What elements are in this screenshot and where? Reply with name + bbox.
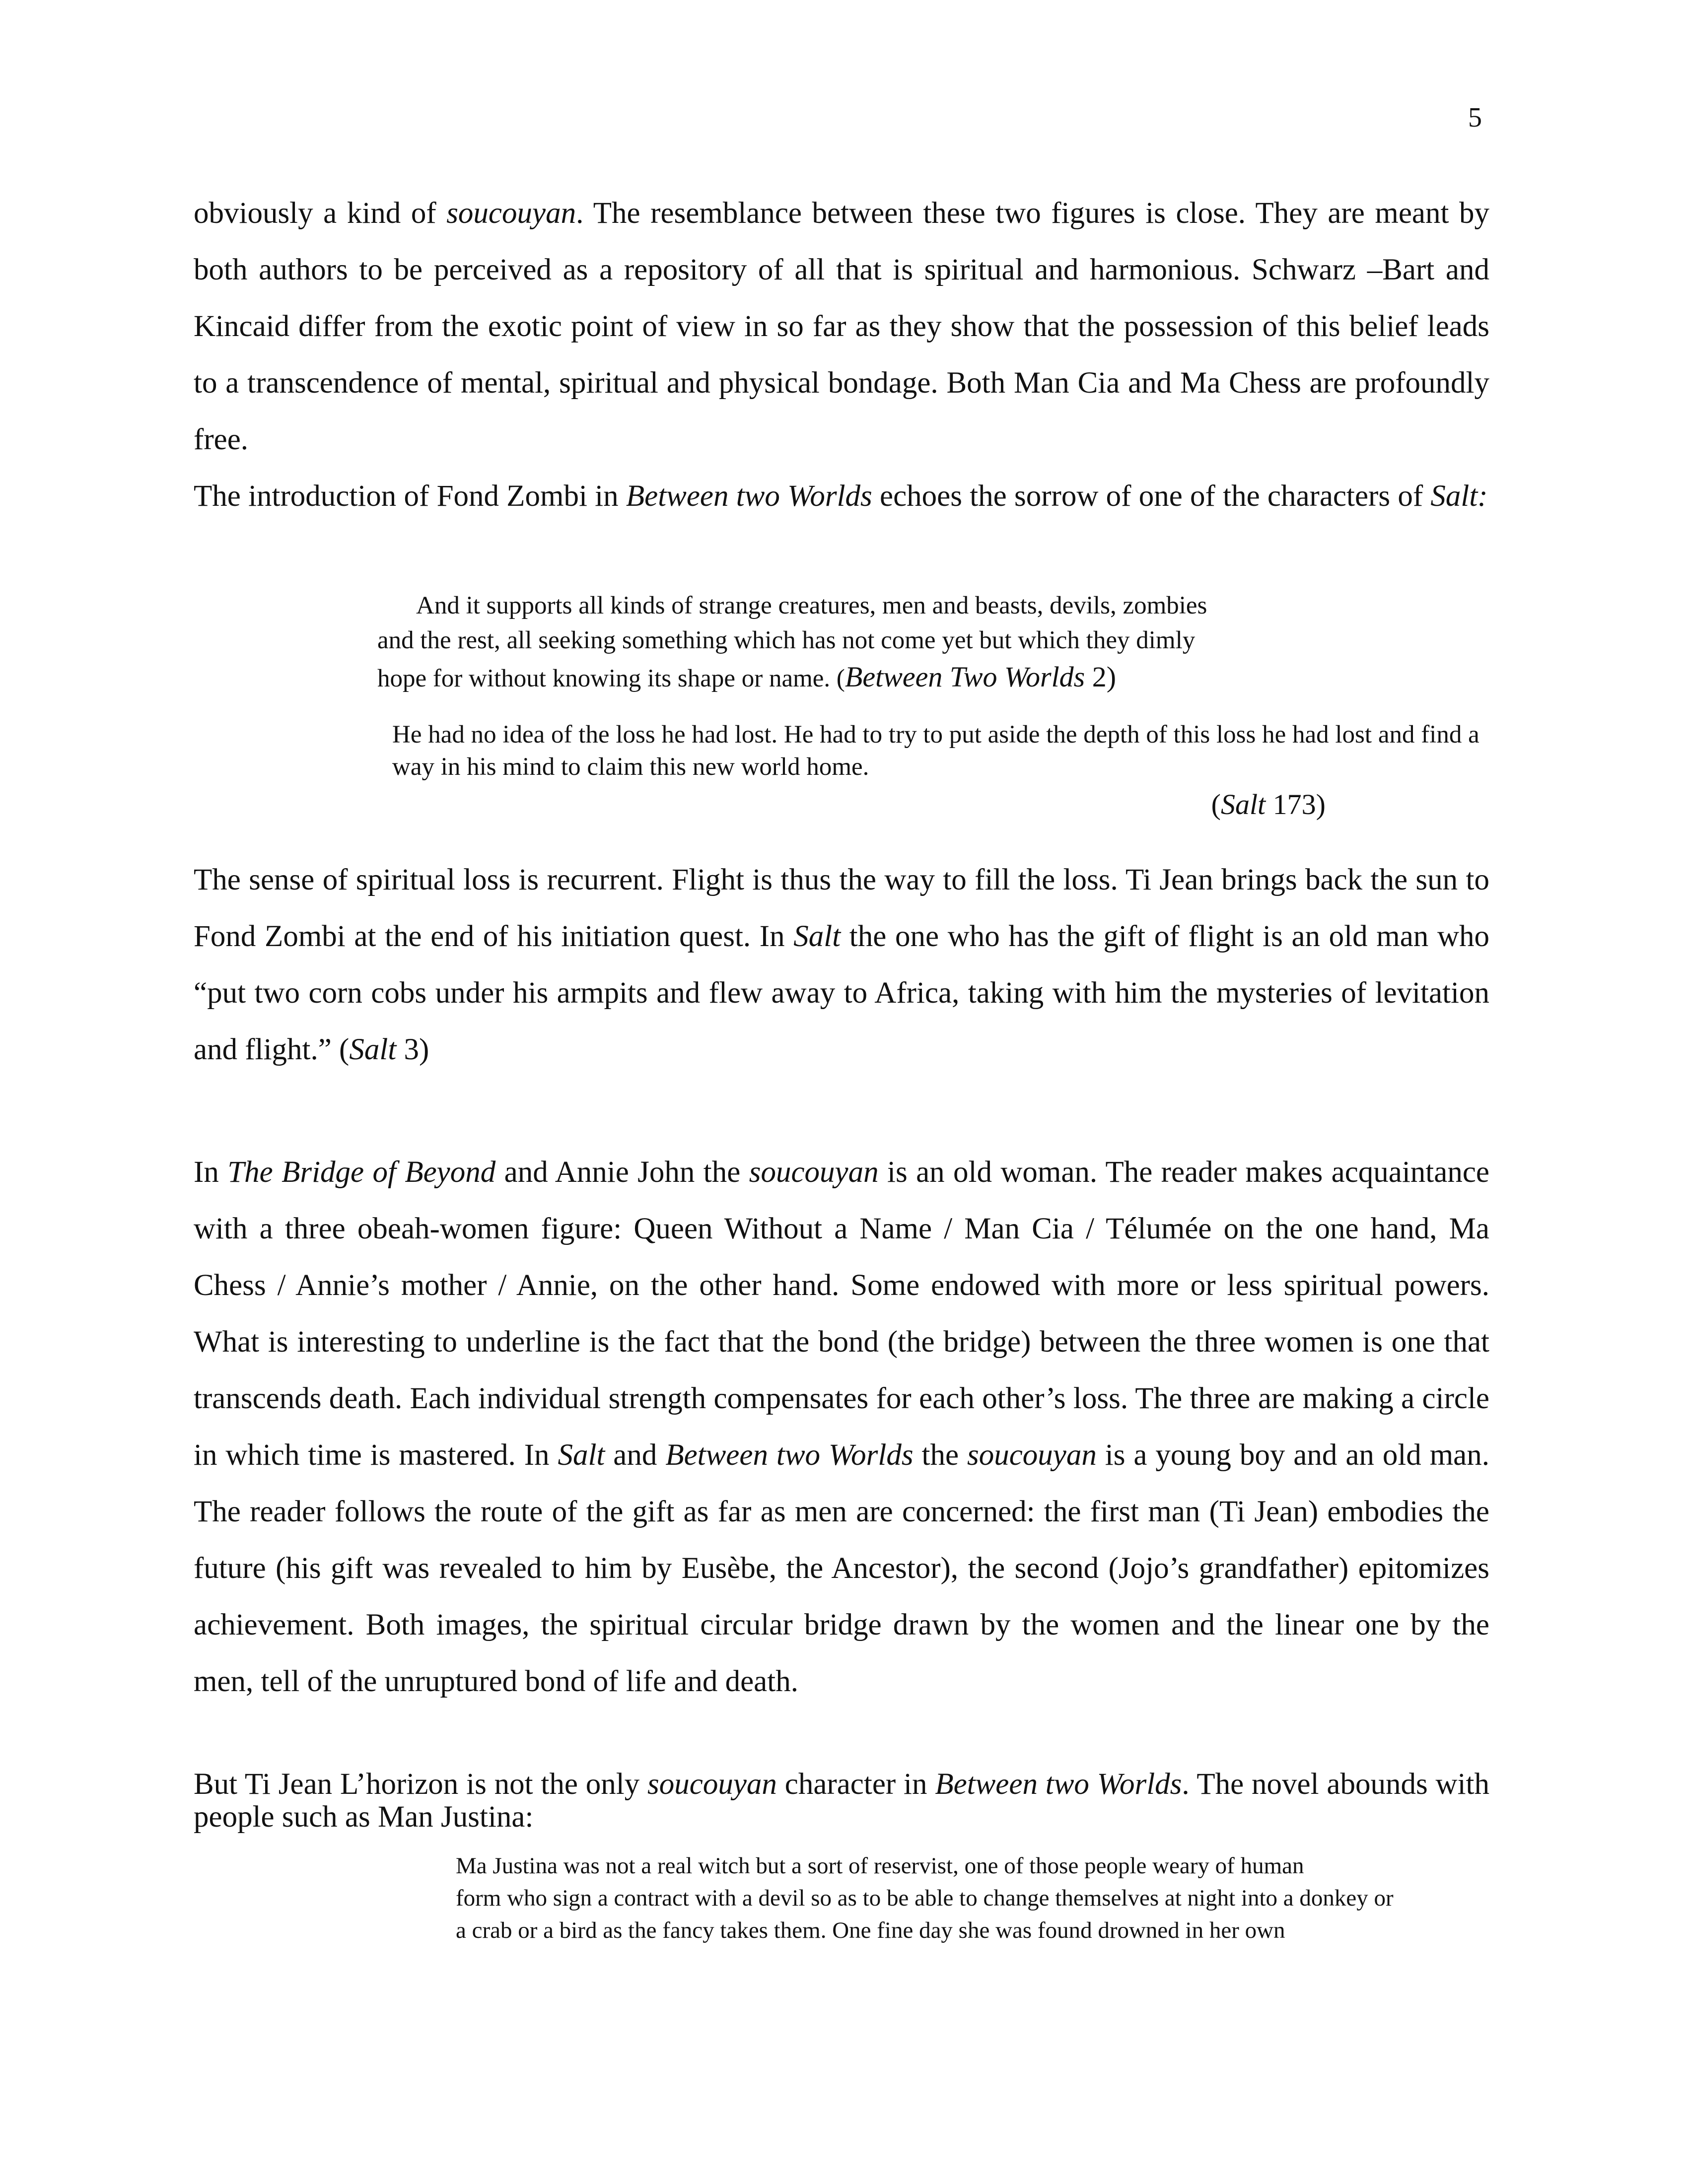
text-run: 2) (1085, 661, 1117, 693)
italic-title: The Bridge of Beyond (227, 1156, 496, 1189)
quote-line: form who sign a contract with a devil so as to be able to change themselves at night into a donkey or (456, 1885, 1394, 1911)
italic-title: Between Two Worlds (844, 661, 1085, 693)
italic-title: Salt (793, 920, 841, 953)
quote-line: And it supports all kinds of strange creatures, men and beasts, devils, zombies (416, 592, 1207, 619)
text-run: is an old woman. The reader makes acquaintance with a three obeah-women figure: Queen Without a Name / Man Cia / Télumée on the one hand, Ma Chess / Annie’s mother / Annie, on the other hand. Some endowed with more or less spiritual powers. What is interesting to underline is the fact that the bond (the bridge) between the three women is one that transcends death. Each individual strength compensates for each other’s loss. The three are making a circle in which time is mastered. In (194, 1156, 1489, 1472)
paragraph-man-justina (194, 1768, 1489, 1834)
paragraph-bridge-of-beyond (194, 1144, 1489, 1710)
paragraph-fond-zombi-intro (194, 468, 1489, 525)
text-run: obviously a kind of (194, 197, 447, 230)
italic-title: Salt (558, 1438, 605, 1472)
text-run: 3) (396, 1033, 429, 1066)
italic-title: Salt (1220, 788, 1266, 820)
italic-term: soucouyan (749, 1156, 879, 1189)
italic-title: Salt: (1430, 479, 1488, 513)
text-run: the (913, 1438, 967, 1472)
text-run: ( (1211, 788, 1221, 820)
block-quote-salt (392, 719, 1499, 820)
quote-line: and the rest, all seeking something which has not come yet but which they dimly (377, 626, 1196, 654)
text-run: The sense of spiritual loss is recurrent. Flight is thus the way to fill the loss. Ti Jean brings back the sun to Fond Zombi at the end of his initiation quest. In (194, 863, 1489, 953)
text-run: echoes the sorrow of one of the characters of (872, 479, 1431, 513)
italic-title: Salt (349, 1033, 397, 1066)
italic-term: soucouyan (647, 1768, 777, 1801)
text-run: and (605, 1438, 666, 1472)
text-run: and Annie John the (495, 1156, 749, 1189)
block-quote-man-justina (456, 1850, 1478, 1947)
italic-title: Between two Worlds (665, 1438, 914, 1472)
paragraph-soucouyan-resemblance (194, 185, 1489, 468)
block-quote-between-two-worlds (377, 588, 1271, 696)
text-run: The introduction of Fond Zombi in (194, 479, 626, 513)
quote-text: He had no idea of the loss he had lost. He had to try to put aside the depth of this loss he had lost and find a way in his mind to claim this new world home. (392, 721, 1479, 781)
text-run: the one who has the gift of flight is an old man who “put two corn cobs under his armpits and flew away to Africa, taking with him the mysteries of levitation and flight.” ( (194, 920, 1489, 1066)
italic-title: Between two Worlds (935, 1768, 1182, 1801)
page-number: 5 (1468, 102, 1482, 133)
quote-line: Ma Justina was not a real witch but a sort of reservist, one of those people weary of human (456, 1853, 1304, 1879)
text-run: In (194, 1156, 228, 1189)
italic-title: Between two Worlds (626, 479, 872, 513)
italic-term: soucouyan (967, 1438, 1097, 1472)
text-run: . The novel abounds with people such as Man Justina: (194, 1768, 1489, 1834)
paragraph-spiritual-loss (194, 852, 1489, 1078)
text-run: But Ti Jean L’horizon is not the only (194, 1768, 648, 1801)
text-run: character in (776, 1768, 935, 1801)
text-run: 173) (1266, 788, 1326, 820)
text-run: . The resemblance between these two figures is close. They are meant by both authors to be perceived as a repository of all that is spiritual and harmonious. Schwarz –Bart and Kincaid differ from the exotic point of view in so far as they show that the possession of this belief leads to a transcendence of mental, spiritual and physical bondage. Both Man Cia and Ma Chess are profoundly free. (194, 197, 1489, 456)
italic-term: soucouyan (446, 197, 576, 230)
quote-line: a crab or a bird as the fancy takes them. One fine day she was found drowned in her own (456, 1917, 1285, 1943)
text-run: is a young boy and an old man. The reader follows the route of the gift as far as men are concerned: the first man (Ti Jean) embodies the future (his gift was revealed to him by Eusèbe, the Ancestor), the second (Jojo’s grandfather) epitomizes achievement. Both images, the spiritual circular bridge drawn by the women and the linear one by the men, tell of the unruptured bond of life and death. (194, 1438, 1489, 1698)
text-run: hope for without knowing its shape or name. ( (377, 665, 845, 692)
quote-citation (392, 788, 1499, 820)
quote-line (377, 660, 1271, 696)
